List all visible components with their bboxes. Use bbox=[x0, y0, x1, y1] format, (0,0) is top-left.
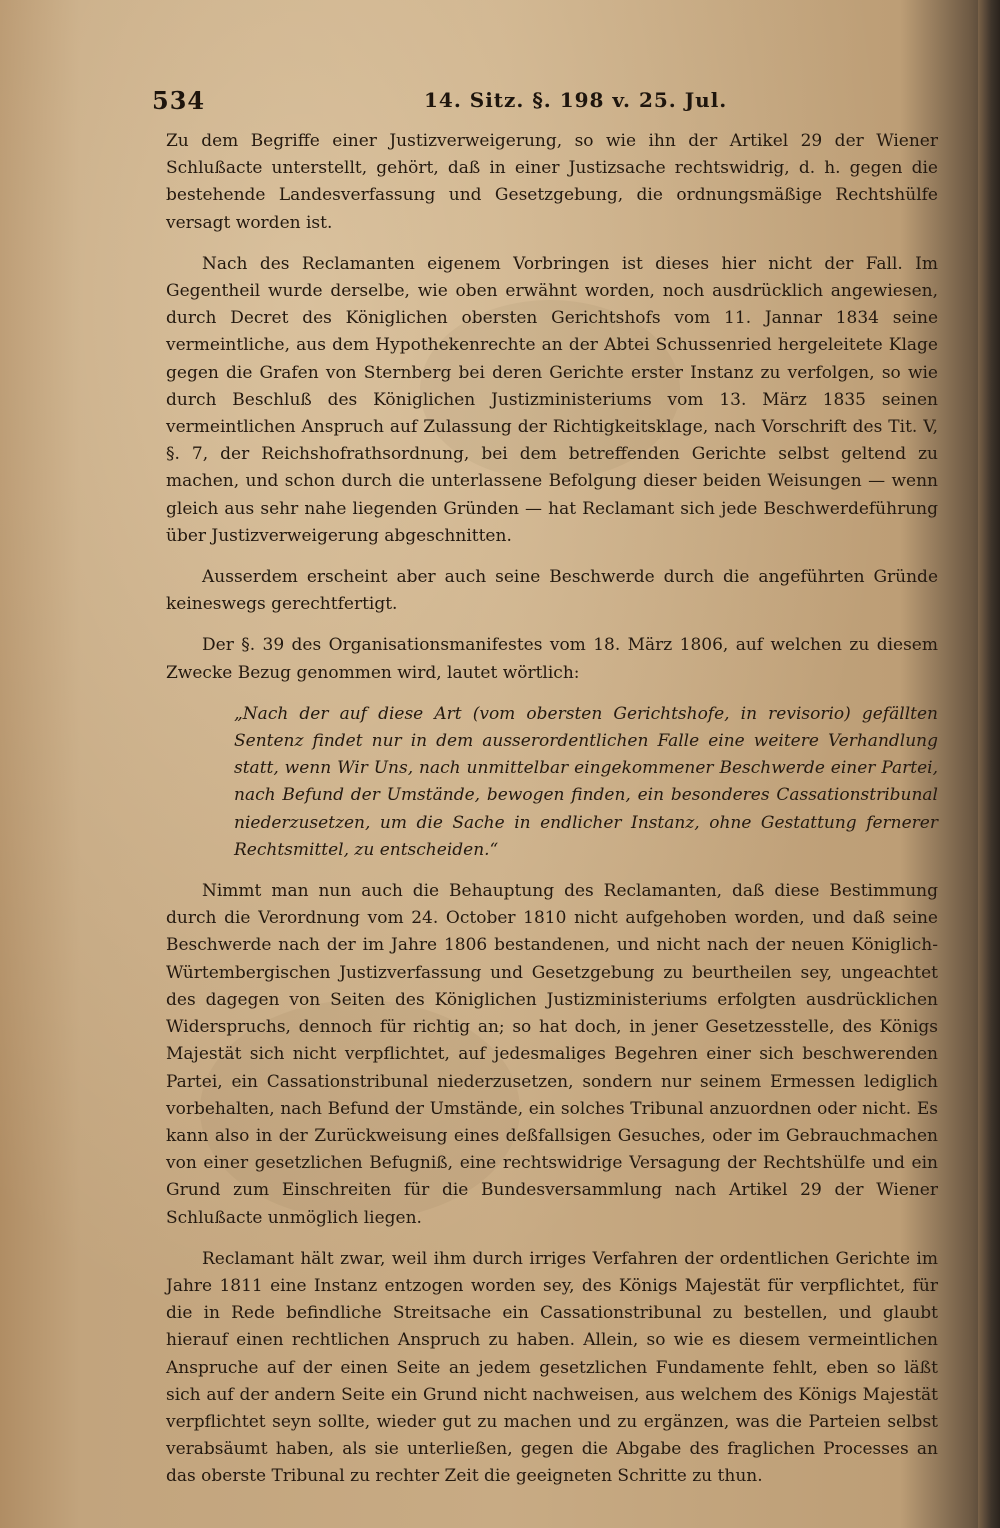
page-edge-shadow bbox=[978, 0, 1000, 1528]
paragraph: Nimmt man nun auch die Behauptung des Reclamanten, daß diese Bestimmung durch die Verordnung vom 24. October 1810 nicht aufgehoben worden, und daß seine Beschwerde nach der im Jahre 1806 bestandenen, und nicht nach der neuen Königlich-Würtembergischen Justizverfassung und Gesetzgebung zu beurtheilen sey, ungeachtet des dagegen von Seiten des Königlichen Justizministeriums erfolgten ausdrücklichen Widerspruchs, dennoch für richtig an; so hat doch, in jener Gesetzesstelle, des Königs Majestät sich nicht verpflichtet, auf jedesmaliges Begehren einer sich beschwerenden Partei, ein Cassationstribunal niederzusetzen, sondern nur seinem Ermessen lediglich vorbehalten, nach Befund der Umstände, ein solches Tribunal anzuordnen oder nicht. Es kann also in der Zurückweisung eines deßfallsigen Gesuches, oder im Gebrauchmachen von einer gesetzlichen Befugniß, eine rechtswidrige Versagung der Rechtshülfe und ein Grund zum Einschreiten für die Bundesversammlung nach Artikel 29 der Wiener Schlußacte unmöglich liegen. bbox=[166, 881, 938, 1228]
paragraph: Zu dem Begriffe einer Justizverweigerung, so wie ihn der Artikel 29 der Wiener Schlußacte unterstellt, gehört, daß in einer Justizsache rechtswidrig, d. h. gegen die bestehende Landesverfassung und Gesetzgebung, die ordnungsmäßige Rechtshülfe versagt worden ist. bbox=[166, 131, 938, 233]
paragraph: Ausserdem erscheint aber auch seine Beschwerde durch die angeführten Gründe keineswegs gerechtfertigt. bbox=[166, 567, 938, 615]
paragraph: Der §. 39 des Organisationsmanifestes vom 18. März 1806, auf welchen zu diesem Zwecke Bezug genommen wird, lautet wörtlich: bbox=[166, 635, 938, 683]
body-text bbox=[166, 128, 938, 1505]
running-head: 14. Sitz. §. 198 v. 25. Jul. bbox=[424, 88, 728, 112]
paragraph: Nach des Reclamanten eigenem Vorbringen ist dieses hier nicht der Fall. Im Gegentheil wurde derselbe, wie oben erwähnt worden, noch ausdrücklich angewiesen, durch Decret des Königlichen obersten Gerichtshofs vom 11. Jannar 1834 seine vermeintliche, aus dem Hypothekenrechte an der Abtei Schussenried hergeleitete Klage gegen die Grafen von Sternberg bei deren Gerichte erster Instanz zu verfolgen, so wie durch Beschluß des Königlichen Justizministeriums vom 13. März 1835 seinen vermeintlichen Anspruch auf Zulassung der Richtigkeitsklage, nach Vorschrift des Tit. V, §. 7, der Reichshofrathsordnung, bei dem betreffenden Gerichte selbst geltend zu machen, und schon durch die unterlassene Befolgung dieser beiden Weisungen — wenn gleich aus sehr nahe liegenden Gründen — hat Reclamant sich jede Beschwerdeführung über Justizverweigerung abgeschnitten. bbox=[166, 253, 938, 546]
page-number: 534 bbox=[152, 86, 206, 115]
paragraph: Reclamant hält zwar, weil ihm durch irriges Verfahren der ordentlichen Gerichte im Jahre 1811 eine Instanz entzogen worden sey, des Königs Majestät für verpflichtet, für die in Rede befindliche Streitsache ein Cassationstribunal zu bestellen, und glaubt hierauf einen rechtlichen Anspruch zu haben. Allein, so wie es diesem vermeintlichen Anspruche auf der einen Seite an jedem gesetzlichen Fundamente fehlt, eben so läßt sich auf der andern Seite ein Grund nicht nachweisen, aus welchem des Königs Majestät verpflichtet seyn sollte, wieder gut zu machen und zu ergänzen, was die Parteien selbst verabsäumt haben, als sie unterließen, gegen die Abgabe des fraglichen Processes an das oberste Tribunal zu rechter Zeit die geeigneten Schritte zu thun. bbox=[166, 1248, 938, 1487]
block-quote: „Nach der auf diese Art (vom obersten Gerichtshofe, in revisorio) gefällten Sentenz findet nur in dem ausserordentlichen Falle eine weitere Verhandlung statt, wenn Wir Uns, nach unmittelbar eingekommener Beschwerde einer Partei, nach Befund der Umstände, bewogen finden, ein besonderes Cassationstribunal niederzusetzen, um die Sache in endlicher Instanz, ohne Gestattung fernerer Rechtsmittel, zu entscheiden.“ bbox=[234, 703, 938, 860]
page-header bbox=[152, 86, 942, 120]
